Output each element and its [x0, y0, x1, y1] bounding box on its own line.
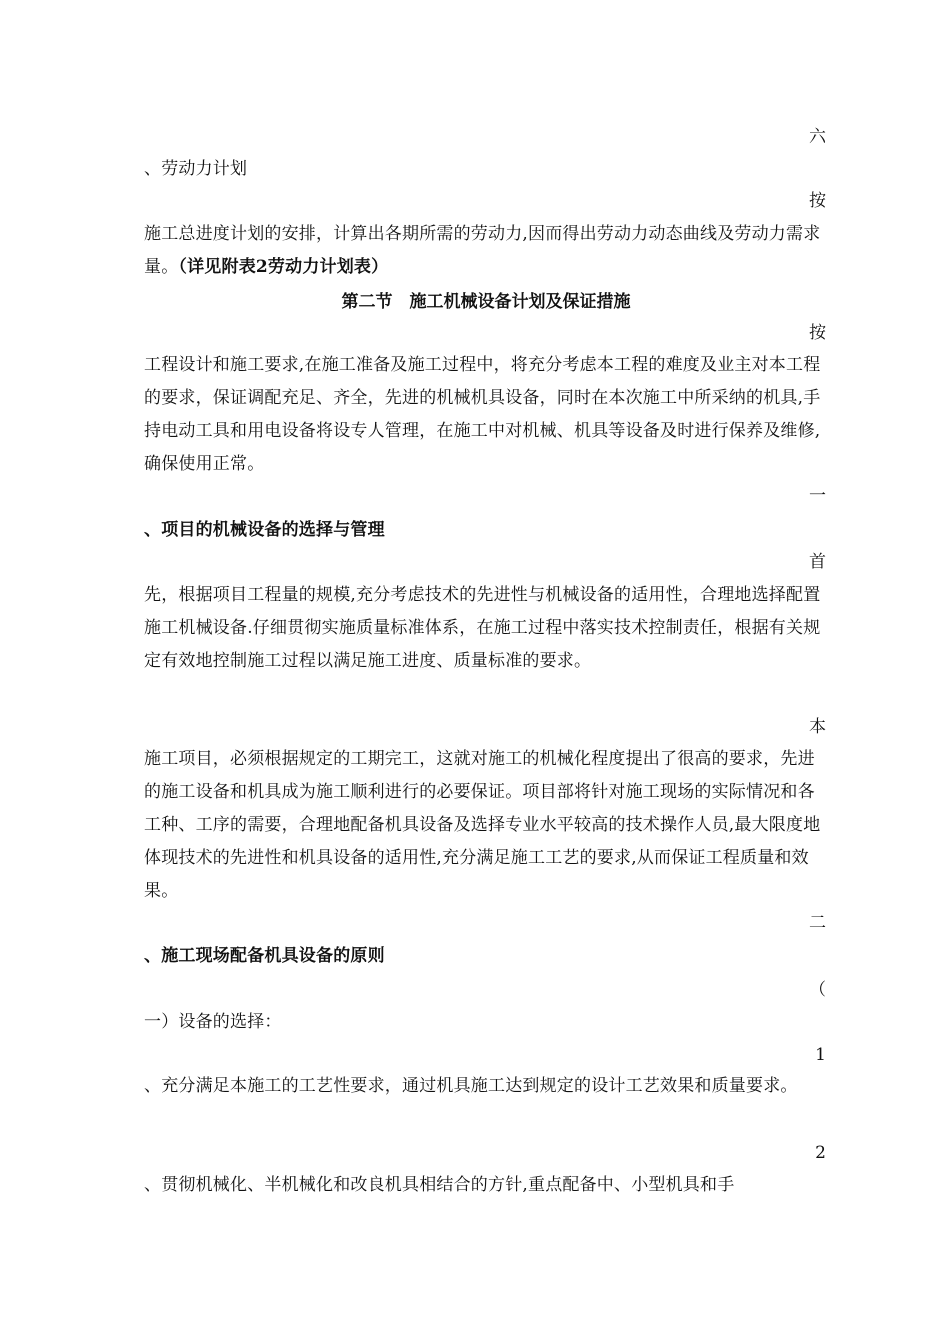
- section-title-equipment-management: 、项目的机械设备的选择与管理: [144, 520, 385, 540]
- intro-paragraph: 工程设计和施工要求,在施工准备及施工过程中，将充分考虑本工程的难度及业主对本工程的要求，保证调配充足、齐全，先进的机械机具设备，同时在本次施工中所采纳的机具,手持电动工具和用电设备将设专人管理，在施工中对机械、机具等设备及时进行保养及维修,确保使用正常。: [144, 355, 821, 474]
- section-number-six: 六: [809, 127, 826, 147]
- list-item-2: 、贯彻机械化、半机械化和改良机具相结合的方针,重点配备中、小型机具和手: [144, 1175, 735, 1195]
- list-number-2: 2: [815, 1143, 826, 1163]
- section-number-one: 一: [809, 486, 826, 506]
- labor-plan-paragraph: [144, 218, 828, 284]
- paragraph-lead-char: 按: [809, 323, 826, 343]
- labor-plan-body: 施工总进度计划的安排，计算出各期所需的劳动力,因而得出劳动力动态曲线及劳动力需求量。: [144, 224, 821, 277]
- appendix-reference: （详见附表2劳动力计划表）: [178, 257, 389, 277]
- equipment-selection-paragraph: 先，根据项目工程量的规模,充分考虑技术的先进性与机械设备的适用性，合理地选择配置施工机械设备.仔细贯彻实施质量标准体系，在施工过程中落实技术控制责任，根据有关规定有效地控制施工过程以满足施工进度、质量标准的要求。: [144, 585, 821, 671]
- list-number-1: 1: [815, 1045, 826, 1065]
- section-number-two: 二: [809, 913, 826, 933]
- subsection-lead-char: （: [809, 980, 826, 1000]
- chapter-title: 第二节 施工机械设备计划及保证措施: [341, 292, 631, 312]
- section-title-equipment-principles: 、施工现场配备机具设备的原则: [144, 946, 385, 966]
- paragraph-lead-char: 按: [809, 191, 826, 211]
- project-schedule-paragraph: 施工项目，必须根据规定的工期完工，这就对施工的机械化程度提出了很高的要求，先进的施工设备和机具成为施工顺利进行的必要保证。项目部将针对施工现场的实际情况和各工种、工序的需要，合理地配备机具设备及选择专业水平较高的技术操作人员,最大限度地体现技术的先进性和机具设备的适用性,充分满足施工工艺的要求,从而保证工程质量和效果。: [144, 749, 821, 901]
- list-item-1: 、充分满足本施工的工艺性要求，通过机具施工达到规定的设计工艺效果和质量要求。: [144, 1076, 798, 1096]
- paragraph-lead-char: 本: [809, 717, 826, 737]
- section-title-labor-plan: 、劳动力计划: [144, 159, 248, 179]
- subsection-title-equipment-choice: 一）设备的选择：: [144, 1012, 282, 1032]
- paragraph-lead-char: 首: [809, 552, 826, 572]
